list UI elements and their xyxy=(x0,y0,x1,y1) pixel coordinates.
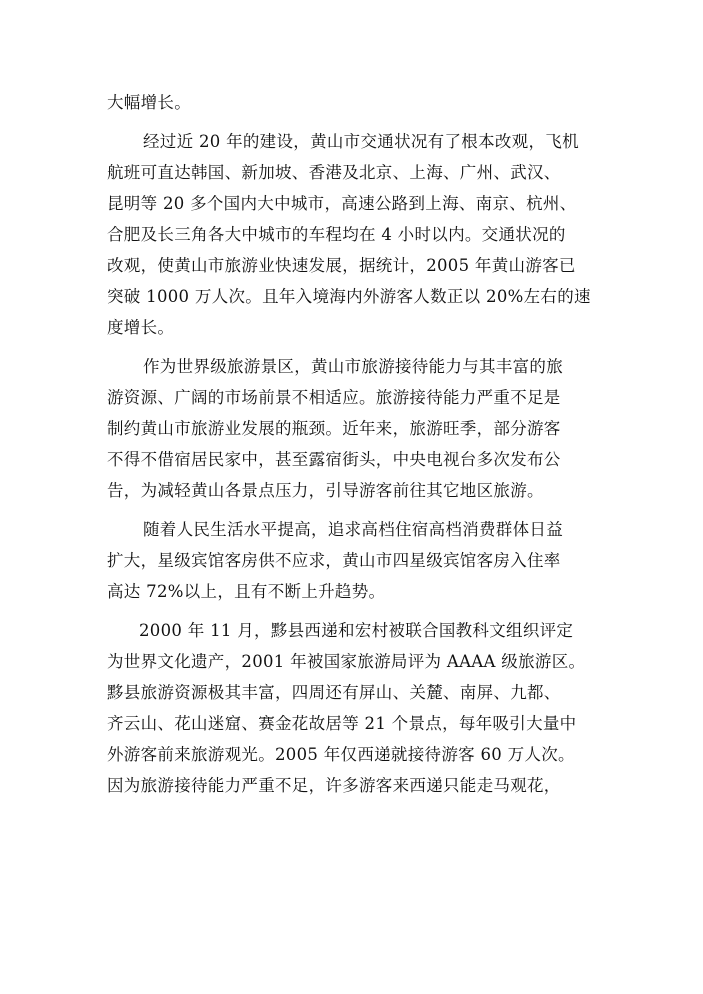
text-line: 航班可直达韩国、新加坡、香港及北京、上海、广州、武汉、 xyxy=(107,163,561,182)
body-text xyxy=(107,87,607,801)
text-line: 游资源、广阔的市场前景不相适应。旅游接待能力严重不足是 xyxy=(107,388,561,407)
text-line: 2000 年 11 月，黟县西递和宏村被联合国教科文组织评定 xyxy=(139,621,574,640)
text-line: 扩大，星级宾馆客房供不应求，黄山市四星级宾馆客房入住率 xyxy=(107,551,561,570)
text-line: 突破 1000 万人次。且年入境海内外游客人数正以 20%左右的速 xyxy=(107,287,591,306)
text-line: 制约黄山市旅游业发展的瓶颈。近年来，旅游旺季，部分游客 xyxy=(107,419,561,438)
text-line: 合肥及长三角各大中城市的车程均在 4 小时以内。交通状况的 xyxy=(107,225,566,244)
text-line: 大幅增长。 xyxy=(107,93,191,112)
text-line: 外游客前来旅游观光。2005 年仅西递就接待游客 60 万人次。 xyxy=(107,745,575,764)
text-line: 为世界文化遗产，2001 年被国家旅游局评为 AAAA 级旅游区。 xyxy=(107,652,586,671)
text-line: 齐云山、花山迷窟、赛金花故居等 21 个景点，每年吸引大量中 xyxy=(107,714,577,733)
text-line: 经过近 20 年的建设，黄山市交通状况有了根本改观，飞机 xyxy=(143,132,579,151)
text-line: 度增长。 xyxy=(107,318,175,337)
text-line: 高达 72%以上，且有不断上升趋势。 xyxy=(107,582,386,601)
text-line: 因为旅游接待能力严重不足，许多游客来西递只能走马观花， xyxy=(107,776,561,795)
text-line: 随着人民生活水平提高，追求高档住宿高档消费群体日益 xyxy=(143,520,563,539)
text-line: 作为世界级旅游景区，黄山市旅游接待能力与其丰富的旅 xyxy=(143,357,563,376)
text-line: 昆明等 20 多个国内大中城市，高速公路到上海、南京、杭州、 xyxy=(107,194,577,213)
text-line: 改观，使黄山市旅游业快速发展，据统计，2005 年黄山游客已 xyxy=(107,256,576,275)
text-line: 不得不借宿居民家中，甚至露宿街头，中央电视台多次发布公 xyxy=(107,450,561,469)
text-line: 黟县旅游资源极其丰富，四周还有屏山、关麓、南屏、九都、 xyxy=(107,683,561,702)
text-line: 告，为减轻黄山各景点压力，引导游客前往其它地区旅游。 xyxy=(107,481,544,500)
